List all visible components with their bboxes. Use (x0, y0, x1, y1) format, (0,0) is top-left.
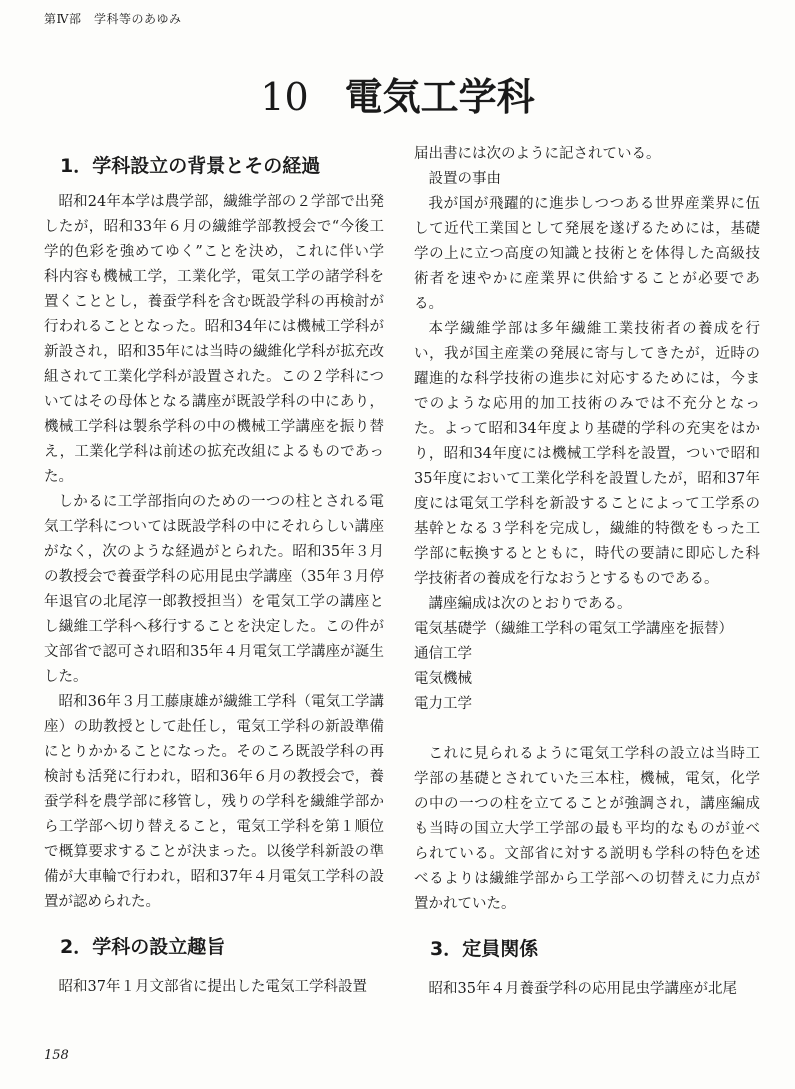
paragraph: 昭和35年４月養蚕学科の応用昆虫学講座が北尾 (428, 981, 737, 997)
page-number: 158 (44, 1048, 69, 1063)
paragraph: 昭和24年本学は農学部，繊維学部の２学部で出発したが，昭和33年６月の繊維学部教授会で“今後工学的色彩を強めてゆく”ことを決め，これに伴い学科内容も機械工学，工業化学，電気工学の諸学科を置くこととし，養蚕学科を含む既設学科の再検討が行われることとなった。昭和34年には機械工学科が新設され，昭和35年には当時の繊維化学科が拡充改組されて工業化学科が設置された。この２学科についてはその母体となる講座が既設学科の中にあり，機械工学科は製糸学科の中の機械工学講座を振り替え，工業化学科は前述の拡充改組によるものであった。 (44, 194, 384, 485)
section-2-heading: 2．学科の設立趣旨 (60, 936, 226, 958)
chapter-number: 10 (260, 75, 309, 119)
paragraph: 昭和37年１月文部省に提出した電気工学科設置 (58, 979, 367, 995)
paragraph: 昭和36年３月工藤康雄が繊維工学科（電気工学講座）の助教授として赴任し，電気工学科の新設準備にとりかかることになった。そのころ既設学科の再検討も活発に行われ，昭和36年６月の教授会で，養蚕学科を農学部に移管し，残りの学科を繊維学部から工学部へ切り替えること，電気工学科を第１順位で概算要求することが決まった。以後学科新設の準備が大車輪で行われ，昭和37年４月電気工学科の設置が認められた。 (44, 694, 384, 910)
list-item: 電気機械 (414, 671, 472, 687)
left-column (44, 142, 384, 1000)
running-head: 第Ⅳ部 学科等のあゆみ (44, 12, 182, 26)
list-item: 電力工学 (414, 696, 472, 712)
right-column (414, 142, 760, 1002)
chapter-title (0, 66, 795, 121)
list-item: 電気基礎学（繊維工学科の電気工学講座を振替） (414, 621, 733, 637)
subheading: 設置の事由 (428, 171, 501, 187)
paragraph: 本学繊維学部は多年繊維工業技術者の養成を行い，我が国主産業の発展に寄与してきたが，近時の躍進的な科学技術の進歩に対応するためには，今までのような応用的加工技術のみでは不充分となった。よって昭和34年度より基礎的学科の充実をはかり，昭和34年度には機械工学科を設置，ついで昭和35年度において工業化学科を設置したが，昭和37年度には電気工学科を新設することによって工学系の基幹となる３学科を完成し，繊維的特徴をもった工学部に転換するとともに，時代の要請に即応した科学技術者の養成を行なおうとするものである。 (414, 321, 760, 587)
paragraph: これに見られるように電気工学科の設立は当時工学部の基礎とされていた三本柱，機械，電気，化学の中の一つの柱を立てることが強調され，講座編成も当時の国立大学工学部の最も平均的なものが並べられている。文部省に対する説明も学科の特色を述べるよりは繊維学部から工学部への切替えに力点が置かれていた。 (414, 746, 760, 912)
paragraph: しかるに工学部指向のための一つの柱とされる電気工学科については既設学科の中にそれらしい講座がなく，次のような経過がとられた。昭和35年３月の教授会で養蚕学科の応用昆虫学講座（35年３月停年退官の北尾淳一郎教授担当）を電気工学の講座とし繊維工学科へ移行することを決定した。この件が文部省で認可され昭和35年４月電気工学講座が誕生した。 (44, 494, 384, 685)
section-3-heading: 3．定員関係 (430, 938, 539, 960)
spacer (414, 717, 760, 742)
paragraph: 届出書には次のように記されている。 (414, 146, 661, 162)
paragraph: 講座編成は次のとおりである。 (428, 596, 632, 612)
list-item: 通信工学 (414, 646, 472, 662)
section-1-heading: 1．学科設立の背景とその経過 (60, 155, 321, 177)
paragraph: 我が国が飛躍的に進歩しつつある世界産業界に伍して近代工業国として発展を遂げるためには，基礎学の上に立つ高度の知識と技術とを体得した高級技術者を速やかに産業界に供給することが必要である。 (414, 196, 760, 312)
chapter-name: 電気工学科 (344, 75, 535, 119)
